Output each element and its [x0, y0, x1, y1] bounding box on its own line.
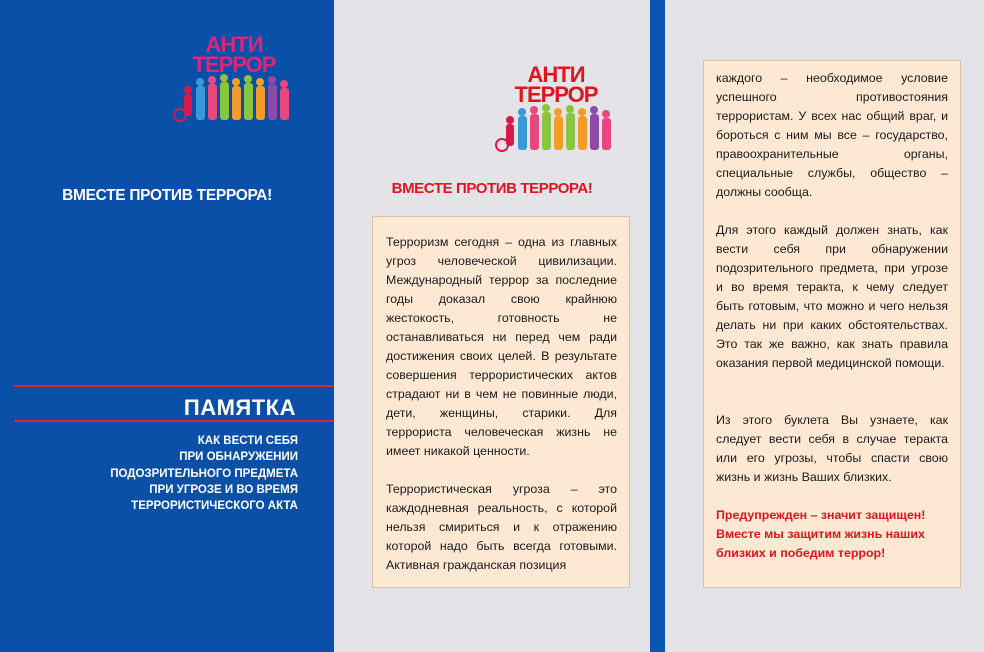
people-silhouettes-icon: [496, 104, 611, 151]
continuation-text-box: [703, 60, 961, 588]
cover-slogan: ВМЕСТЕ ПРОТИВ ТЕРРОРА!: [62, 187, 272, 204]
logo-line2: ТЕРРОР: [192, 52, 276, 77]
logo-line1: АНТИ: [205, 32, 263, 57]
memo-subtitle-line: ПРИ УГРОЗЕ И ВО ВРЕМЯ: [149, 483, 298, 496]
logo-line1: АНТИ: [527, 62, 585, 87]
memo-subtitle-line: КАК ВЕСТИ СЕБЯ: [197, 435, 298, 447]
closing-slogan: Предупрежден – значит защищен! Вместе мы защитим жизнь наших близких и победим террор!: [716, 508, 926, 560]
divider-bottom: [14, 420, 334, 422]
logo-line2: ТЕРРОР: [514, 82, 598, 107]
antiterror-logo: [168, 30, 298, 125]
intro-text-box: [372, 216, 630, 588]
inner-slogan: ВМЕСТЕ ПРОТИВ ТЕРРОРА!: [391, 180, 593, 197]
divider-top: [14, 385, 334, 387]
memo-title: ПАМЯТКА: [183, 395, 296, 420]
right-paragraph-1: каждого – необходимое условие успешного противостояния террористам. У всех нас общий враг, и бороться с ним мы все – государство, правоохранительные органы, специальные службы, общество – должны сообща.: [716, 71, 948, 199]
intro-paragraph-1: Терроризм сегодня – одна из главных угроз человеческой цивилизации. Международный террор за последние годы доказал свою крайнюю жестокость, готовность не останавливаться ни перед чем ради достижения своих целей. В результате совершения террористических актов страдают ни в чем не повинные люди, дети, женщины, старики. Для террориста человеческая жизнь не имеет никакой ценности.: [386, 235, 617, 458]
memo-subtitle-line: ПОДОЗРИТЕЛЬНОГО ПРЕДМЕТА: [110, 467, 298, 480]
memo-subtitle-line: ТЕРРОРИСТИЧЕСКОГО АКТА: [131, 500, 298, 513]
memo-subtitle-line: ПРИ ОБНАРУЖЕНИИ: [179, 451, 298, 464]
fold-stripe: [650, 0, 665, 652]
people-silhouettes-icon: [174, 74, 289, 121]
memo-subtitle: [40, 433, 298, 514]
intro-paragraph-2: Террористическая угроза – это каждодневная реальность, с которой нельзя смириться и к отражению которой надо быть всегда готовыми. Активная гражданская позиция: [386, 482, 617, 572]
right-paragraph-2: Для этого каждый должен знать, как вести себя при обнаружении подозрительного предмета, при угрозе и во время теракта, к чему следует быть готовым, что можно и чего нельзя делать ни при каких обстоятельствах. Это так же важно, как знать правила оказания первой медицинской помощи.: [716, 223, 948, 370]
right-paragraph-3: Из этого буклета Вы узнаете, как следует вести себя в случае теракта или его угрозы, чтобы спасти свою жизнь и жизнь Ваших близких.: [716, 413, 948, 484]
antiterror-logo-inner: [490, 60, 620, 155]
